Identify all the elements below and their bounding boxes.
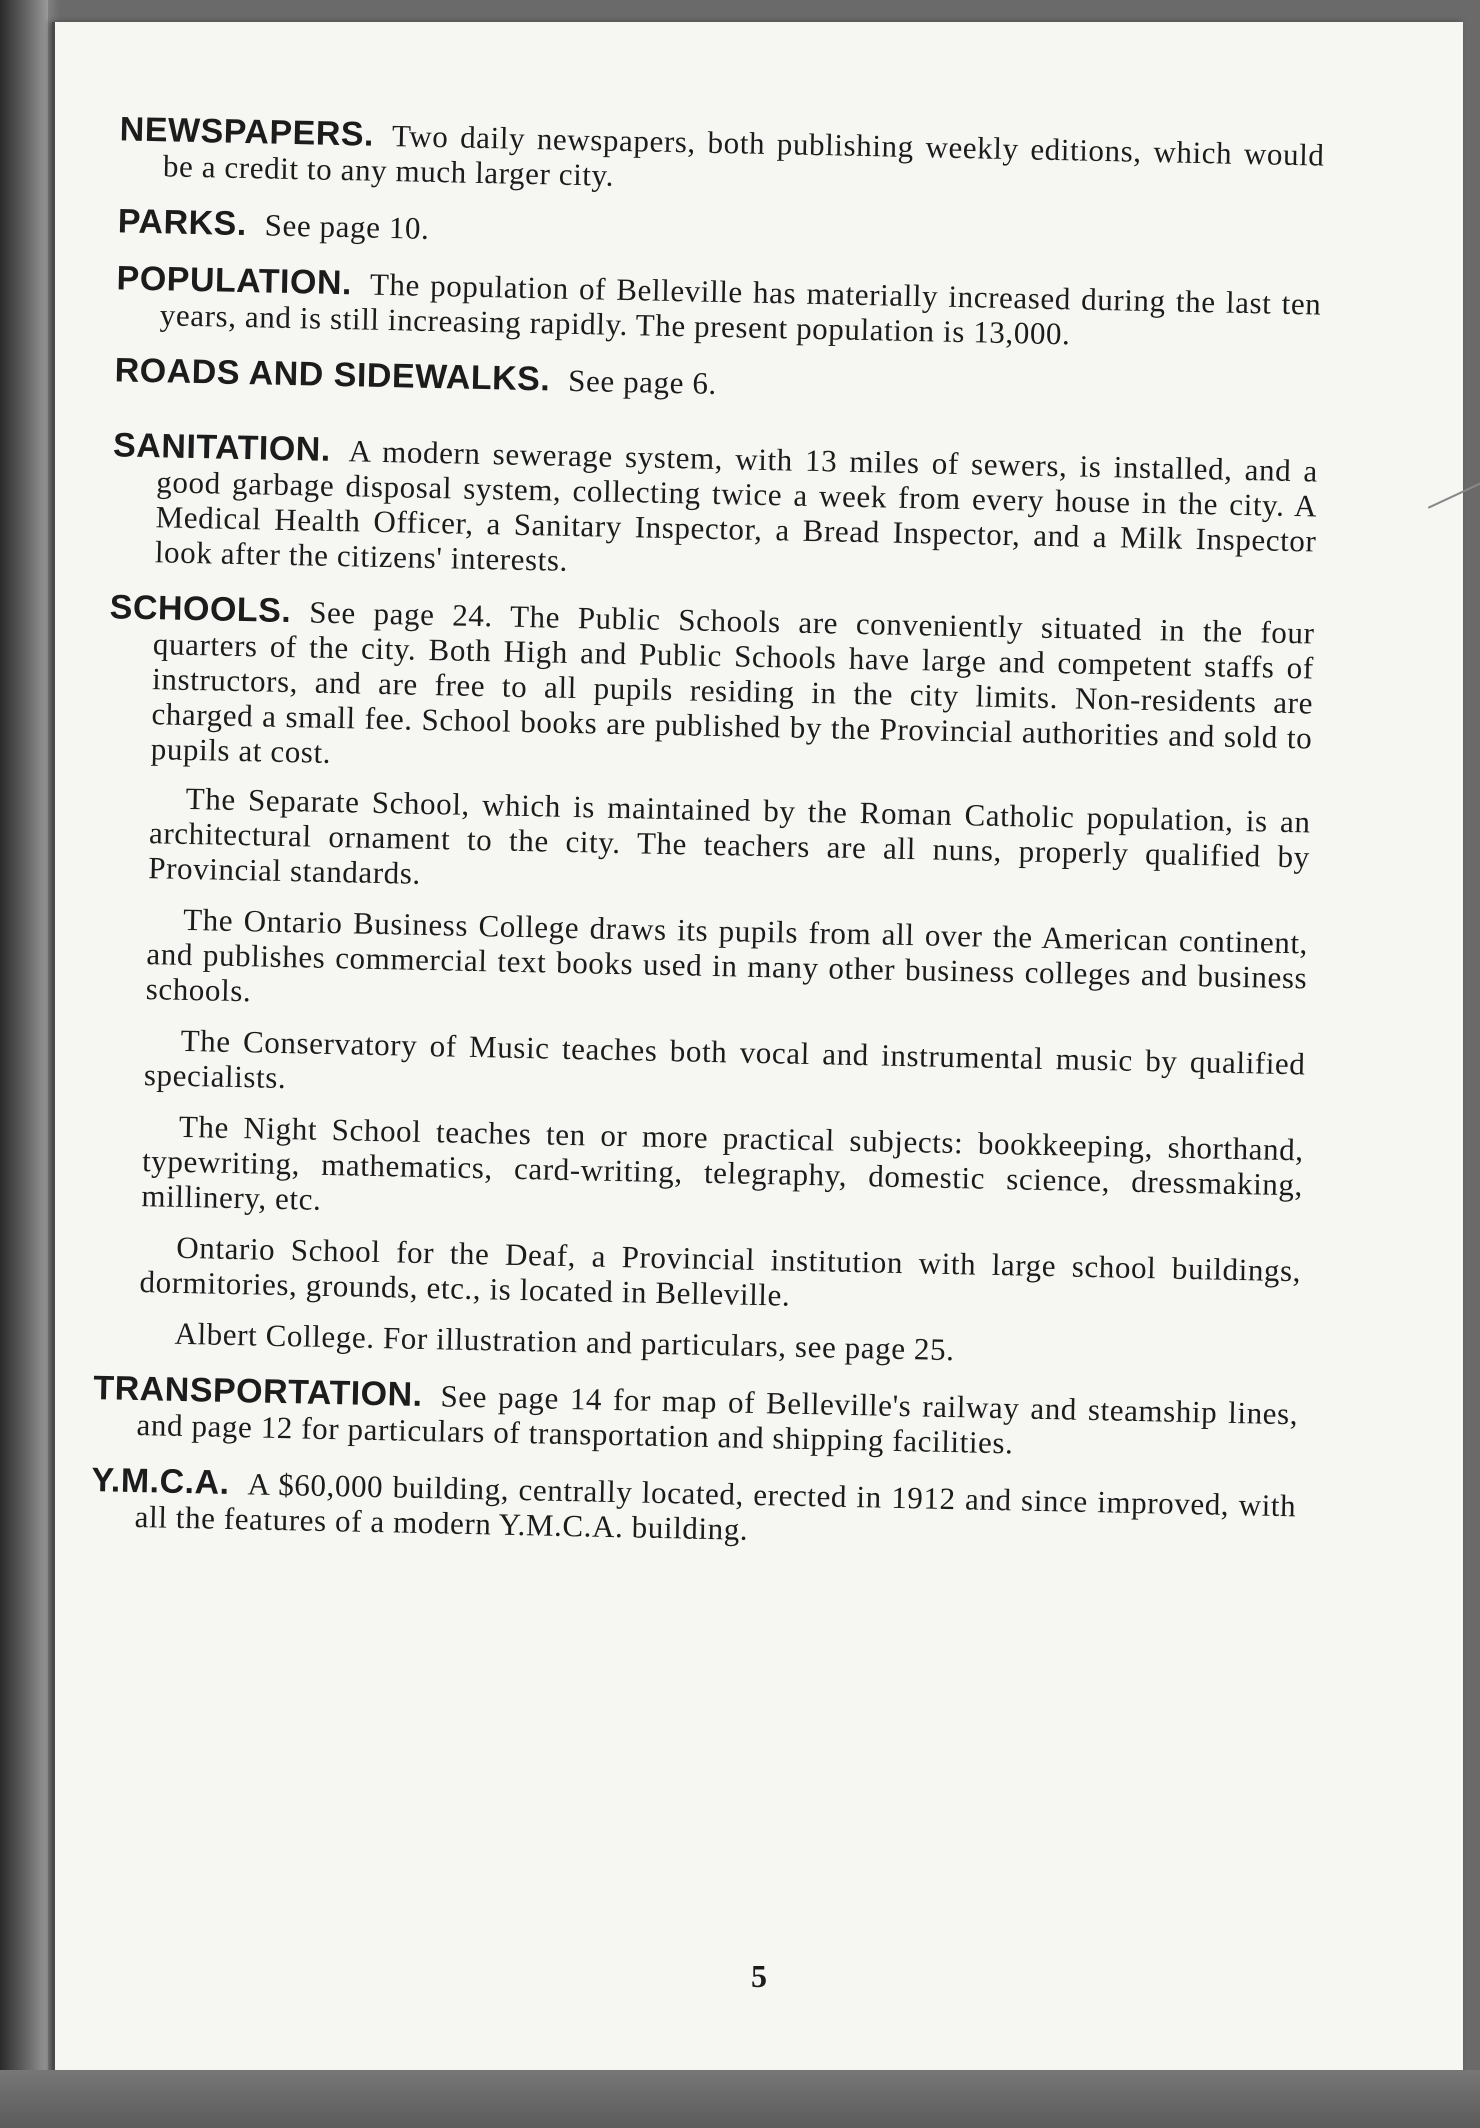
entry-text: A modern sewerage system, with 13 miles of sewers, is installed, and a good garbage disposal system, collecting twice a week from every house in the city. A Medical Health Officer, a Sanitary Inspector, a Bread Inspector, and a Milk Inspector look after the citizens' interests. <box>154 433 1319 578</box>
page-number: 5 <box>751 1958 767 1994</box>
entry-parks <box>117 204 1322 264</box>
separate-school-paragraph: The Separate School, which is maintained by the Roman Catholic population, is an architectural ornament to the city. The teachers are all nuns, properly qualified by Provincial standards. <box>147 780 1311 891</box>
entry-text: Two daily newspapers, both publishing weekly editions, which would be a credit to any much larger city. <box>162 118 1325 193</box>
entry-text: A $60,000 building, centrally located, erected in 1912 and since improved, with all the features of a modern Y.M.C.A. building. <box>134 1466 1297 1547</box>
entry-heading: SCHOOLS. <box>109 588 292 631</box>
entry-heading: Y.M.C.A. <box>91 1461 230 1502</box>
entry-heading: TRANSPORTATION. <box>93 1369 423 1414</box>
book-spine-edge <box>0 0 48 2128</box>
entry-sanitation <box>111 428 1319 593</box>
school-for-deaf-paragraph: Ontario School for the Deaf, a Provincial institution with large school buildings, dormitories, grounds, etc., is located in Belleville. <box>139 1229 1302 1313</box>
page-text <box>90 112 1325 1580</box>
entry-schools <box>94 590 1315 1374</box>
entry-heading: NEWSPAPERS. <box>119 110 375 154</box>
conservatory-paragraph: The Conservatory of Music teaches both vocal and instrumental music by qualified specialists. <box>143 1022 1306 1096</box>
albert-college-paragraph: Albert College. For illustration and particulars, see page 25. <box>174 1315 955 1368</box>
scan-bottom-edge <box>0 2070 1480 2128</box>
entry-heading: ROADS AND SIDEWALKS. <box>114 351 551 399</box>
entry-text: See page 10. <box>264 207 430 246</box>
entry-text: See page 6. <box>567 362 718 401</box>
entry-heading: POPULATION. <box>116 259 353 303</box>
business-college-paragraph: The Ontario Business College draws its pupils from all over the American continent, and publishes commercial text books used in many other business colleges and business schools. <box>145 901 1309 1009</box>
night-school-paragraph: The Night School teaches ten or more practical subjects: bookkeeping, shorthand, typewriting, mathematics, card-writing, telegraphy, domestic science, dressmaking, millinery, etc. <box>141 1108 1305 1217</box>
entry-ymca <box>90 1463 1296 1558</box>
entry-text: See page 14 for map of Belleville's railway and steamship lines, and page 12 for particulars of transportation and shipping facilities. <box>136 1378 1299 1461</box>
entry-transportation <box>92 1371 1298 1466</box>
entry-heading: PARKS. <box>117 202 248 244</box>
schools-subparagraphs <box>94 779 1311 1374</box>
entry-text: The population of Belleville has materially increased during the last ten years, and is still increasing rapidly. The present population is 13,000. <box>159 266 1322 352</box>
entry-population <box>116 261 1322 356</box>
entry-roads-and-sidewalks <box>114 353 1319 413</box>
entry-heading: SANITATION. <box>112 426 332 469</box>
entry-text: See page 24. The Public Schools are conveniently situated in the four quarters of the city. Both High and Public Schools have large and competent staffs of instructors, and are free to all pupils residing in the city limits. Non-residents are charged a small fee. School books are published by the Provincial authorities and sold to pupils at cost. <box>150 594 1315 770</box>
